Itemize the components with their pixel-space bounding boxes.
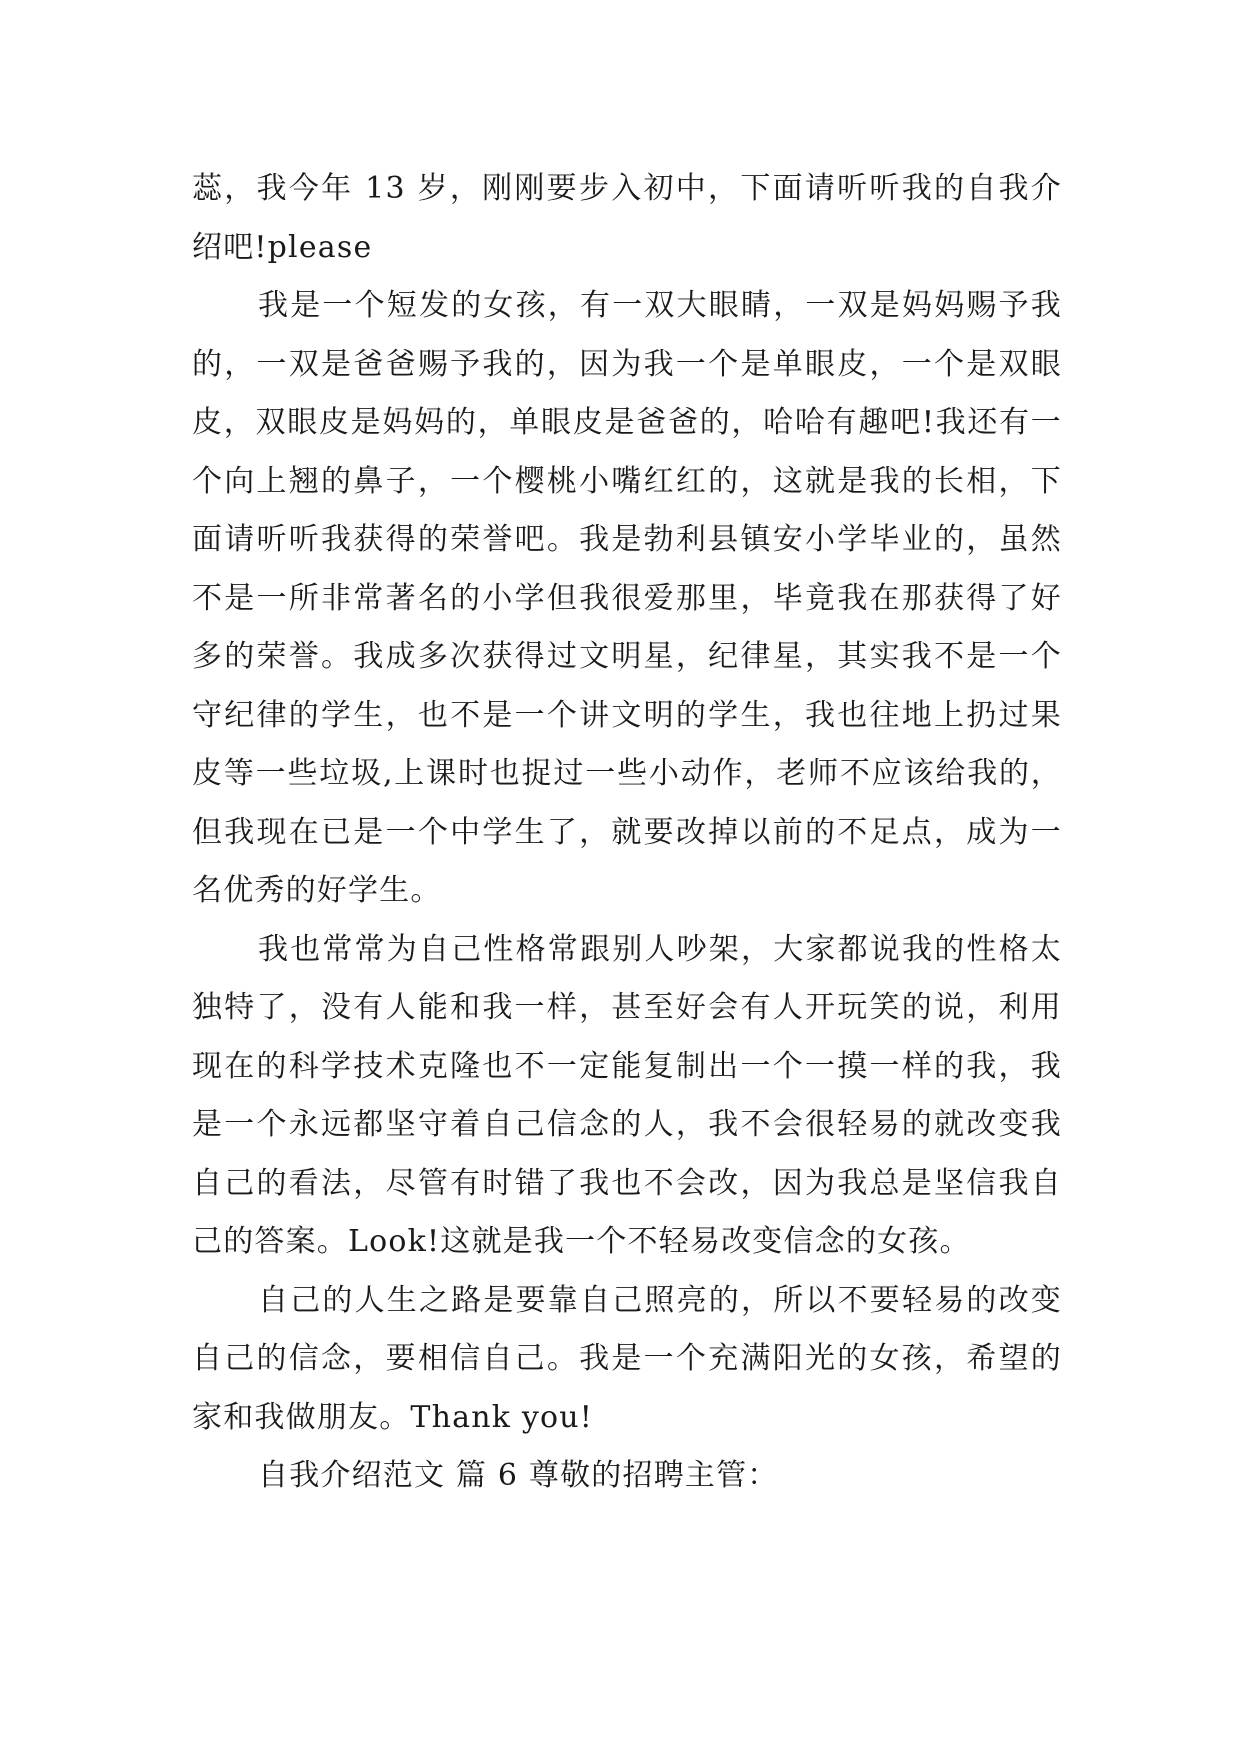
document-body [192, 160, 1062, 1506]
paragraph-2: 我是一个短发的女孩，有一双大眼睛，一双是妈妈赐予我的，一双是爸爸赐予我的，因为我一个是单眼皮，一个是双眼皮，双眼皮是妈妈的，单眼皮是爸爸的，哈哈有趣吧!我还有一个向上翘的鼻子，一个樱桃小嘴红红的，这就是我的长相，下面请听听我获得的荣誉吧。我是勃利县镇安小学毕业的，虽然不是一所非常著名的小学但我很爱那里，毕竟我在那获得了好多的荣誉。我成多次获得过文明星，纪律星，其实我不是一个守纪律的学生，也不是一个讲文明的学生，我也往地上扔过果皮等一些垃圾,上课时也捉过一些小动作，老师不应该给我的，但我现在已是一个中学生了，就要改掉以前的不足点，成为一名优秀的好学生。 [192, 288, 1062, 908]
paragraph-3: 我也常常为自己性格常跟别人吵架，大家都说我的性格太独特了，没有人能和我一样，甚至好会有人开玩笑的说，利用现在的科学技术克隆也不一定能复制出一个一摸一样的我，我是一个永远都坚守着自己信念的人，我不会很轻易的就改变我自己的看法，尽管有时错了我也不会改，因为我总是坚信我自己的答案。Look!这就是我一个不轻易改变信念的女孩。 [192, 931, 1062, 1259]
paragraph-4: 自己的人生之路是要靠自己照亮的，所以不要轻易的改变自己的信念，要相信自己。我是一个充满阳光的女孩，希望的家和我做朋友。Thank you! [192, 1282, 1062, 1435]
paragraph-1: 蕊，我今年 13 岁，刚刚要步入初中，下面请听听我的自我介绍吧!please [192, 171, 1062, 265]
section-heading: 自我介绍范文 篇 6 尊敬的招聘主管： [258, 1458, 779, 1493]
